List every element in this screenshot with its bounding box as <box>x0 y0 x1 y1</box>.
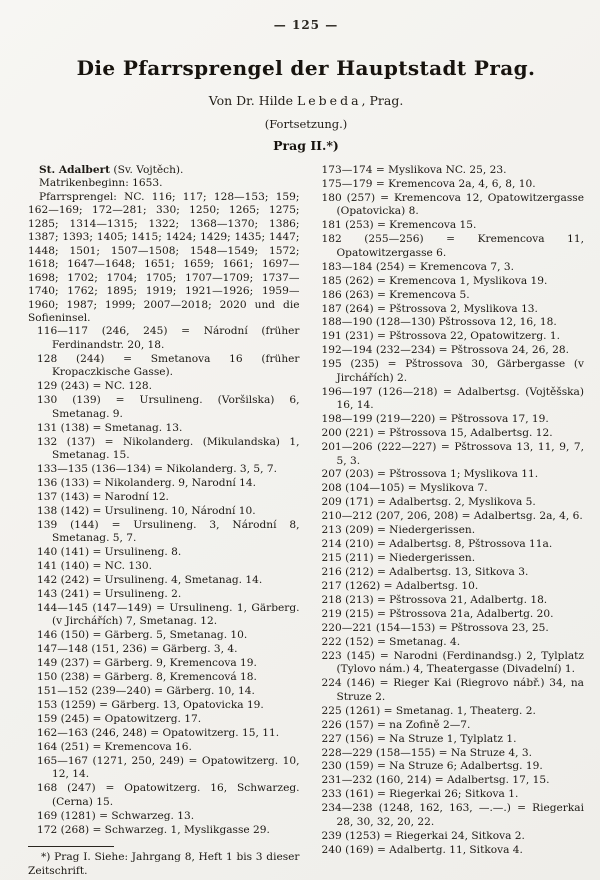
entry-line: 207 (203) = Pštrossova 1; Myslikova 11. <box>321 468 539 481</box>
entry-line: 172 (268) = Schwarzeg. 1, Myslikgasse 29. <box>37 823 270 836</box>
page-number: — 125 — <box>273 18 339 32</box>
entry-line: 224 (146) = Rieger Kai (Riegrovo nábř.) 34, na Struze 2. <box>321 677 584 703</box>
entry-line: 240 (169) = Adalbertg. 11, Sitkova 4. <box>321 843 523 856</box>
entry-line: 141 (140) = NC. 130. <box>37 560 153 573</box>
entry-line: 132 (137) = Nikolanderg. (Mikulandska) 1, Smetanag. 15. <box>37 435 300 462</box>
entry-line: 213 (209) = Niedergerissen. <box>321 524 476 537</box>
parish-heading <box>28 164 300 177</box>
entry-line: 226 (157) = na Zofině 2—7. <box>321 718 471 731</box>
entry-line: 218 (213) = Pštrossova 21, Adalbertg. 18. <box>321 594 548 607</box>
byline-suffix: , Prag. <box>361 93 404 108</box>
entry-line: 128 (244) = Smetanova 16 (früher Kropaczkische Gasse). <box>37 352 300 379</box>
entry-line: 192—194 (232—234) = Pštrossova 24, 26, 28. <box>321 344 569 357</box>
section-heading: Prag II.*) <box>273 138 339 153</box>
entry-line: 164 (251) = Kremencova 16. <box>37 741 192 754</box>
entry-line: 139 (144) = Ursulineng. 3, Národní 8, Smetanag. 5, 7. <box>37 518 300 545</box>
left-column <box>28 164 300 879</box>
entry-line: 223 (145) = Narodni (Ferdinandsg.) 2, Tylplatz (Tylovo nám.) 4, Theatergasse (Divadelní) 1. <box>321 649 584 676</box>
author-name: Lebeda <box>296 93 362 108</box>
entry-line: 217 (1262) = Adalbertsg. 10. <box>321 580 479 593</box>
entry-line: 149 (237) = Gärberg. 9, Kremencova 19. <box>37 657 257 670</box>
entry-line: 144—145 (147—149) = Ursulineng. 1, Gärberg. (v Jirchářích) 7, Smetanag. 12. <box>37 602 300 628</box>
entry-line: 159 (245) = Opatowitzerg. 17. <box>37 713 202 726</box>
footnote-divider <box>28 846 114 847</box>
entry-line: 208 (104—105) = Myslikova 7. <box>321 482 488 495</box>
article-title: Die Pfarrsprengel der Hauptstadt Prag. <box>76 56 536 80</box>
entry-line: 225 (1261) = Smetanag. 1, Theaterg. 2. <box>321 704 536 717</box>
matriken-line: Matrikenbeginn: 1653. <box>39 177 163 190</box>
entry-line: 215 (211) = Niedergerissen. <box>321 552 476 565</box>
entry-line: 186 (263) = Kremencova 5. <box>321 288 470 301</box>
entry-line: 227 (156) = Na Struze 1, Tylplatz 1. <box>321 732 517 745</box>
entry-line: 162—163 (246, 248) = Opatowitzerg. 15, 11. <box>37 727 280 740</box>
byline <box>28 93 584 108</box>
entry-line: 147—148 (151, 236) = Gärberg. 3, 4. <box>37 643 238 656</box>
entry-line: 182 (255—256) = Kremencova 11, Opatowitzergasse 6. <box>321 233 584 259</box>
entry-line: 181 (253) = Kremencova 15. <box>321 219 477 232</box>
entry-line: 165—167 (1271, 250, 249) = Opatowitzerg. 10, 12, 14. <box>37 754 300 781</box>
entry-line: 151—152 (239—240) = Gärberg. 10, 14. <box>37 685 255 698</box>
entry-line: 173—174 = Myslikova NC. 25, 23. <box>321 164 507 176</box>
continuation-note: (Fortsetzung.) <box>264 117 348 131</box>
street-entry-list-left <box>28 325 300 837</box>
byline-prefix: Von Dr. Hilde <box>208 93 297 108</box>
entry-line: 220—221 (154—153) = Pštrossova 23, 25. <box>321 621 549 634</box>
entry-line: 188—190 (128—130) Pštrossova 12, 16, 18. <box>321 316 557 329</box>
entry-line: 143 (241) = Ursulineng. 2. <box>37 588 182 601</box>
entry-line: 201—206 (222—227) = Pštrossova 13, 11, 9, 7, 5, 3. <box>321 441 584 467</box>
entry-line: 216 (212) = Adalbertsg. 13, Sitkova 3. <box>321 566 529 579</box>
entry-line: 233 (161) = Riegerkai 26; Sitkova 1. <box>321 788 519 801</box>
entry-line: 209 (171) = Adalbertsg. 2, Myslikova 5. <box>321 496 536 509</box>
entry-line: 191 (231) = Pštrossova 22, Opatowitzerg. 1. <box>321 330 560 343</box>
entry-line: 200 (221) = Pštrossova 15, Adalbertsg. 12. <box>321 427 553 440</box>
entry-line: 129 (243) = NC. 128. <box>37 380 153 393</box>
entry-line: 150 (238) = Gärberg. 8, Kremencová 18. <box>37 671 257 684</box>
entry-line: 168 (247) = Opatowitzerg. 16, Schwarzeg. (Cerna) 15. <box>37 782 300 808</box>
entry-line: 198—199 (219—220) = Pštrossova 17, 19. <box>321 413 549 426</box>
entry-line: 131 (138) = Smetanag. 13. <box>37 421 183 434</box>
entry-line: 180 (257) = Kremencova 12, Opatowitzergasse (Opatovicka) 8. <box>321 191 584 218</box>
entry-line: 136 (133) = Nikolanderg. 9, Narodní 14. <box>37 476 257 489</box>
entry-line: 187 (264) = Pštrossova 2, Myslikova 13. <box>321 302 538 315</box>
entry-line: 138 (142) = Ursulineng. 10, Národní 10. <box>37 504 256 517</box>
street-entry-list-right <box>313 164 585 857</box>
entry-line: 175—179 = Kremencova 2a, 4, 6, 8, 10. <box>321 177 536 190</box>
entry-line: 228—229 (158—155) = Na Struze 4, 3. <box>321 746 532 759</box>
entry-line: 195 (235) = Pštrossova 30, Gärbergasse (v Jirchářích) 2. <box>321 358 584 384</box>
entry-line: 239 (1253) = Riegerkai 24, Sitkova 2. <box>321 829 525 842</box>
entry-line: 142 (242) = Ursulineng. 4, Smetanag. 14. <box>37 574 263 587</box>
entry-line: 130 (139) = Ursulineng. (Voršilska) 6, Smetanag. 9. <box>37 394 300 420</box>
entry-line: 196—197 (126—218) = Adalbertsg. (Vojtěšska) 16, 14. <box>321 385 584 412</box>
entry-line: 169 (1281) = Schwarzeg. 13. <box>37 809 195 822</box>
entry-line: 222 (152) = Smetanag. 4. <box>321 635 461 648</box>
entry-line: 234—238 (1248, 162, 163, —.—.) = Riegerkai 28, 30, 32, 20, 22. <box>321 802 584 828</box>
entry-line: 219 (215) = Pštrossova 21a, Adalbertg. 20. <box>321 608 554 620</box>
entry-line: 137 (143) = Narodní 12. <box>37 490 169 503</box>
entry-line: 231—232 (160, 214) = Adalbertsg. 17, 15. <box>321 774 550 787</box>
entry-line: 116—117 (246, 245) = Národní (früher Ferdinandstr. 20, 18. <box>37 325 300 351</box>
entry-line: 214 (210) = Adalbertsg. 8, Pštrossova 11a. <box>321 538 553 551</box>
footnote: *) Prag I. Siehe: Jahrgang 8, Heft 1 bis 3 dieser Zeitschrift. <box>28 851 300 877</box>
entry-line: 185 (262) = Kremencova 1, Myslikova 19. <box>321 274 548 287</box>
right-column <box>313 164 585 879</box>
entry-line: 183—184 (254) = Kremencova 7, 3. <box>321 260 514 273</box>
entry-line: 230 (159) = Na Struze 6; Adalbertsg. 19. <box>321 760 543 773</box>
entry-line: 133—135 (136—134) = Nikolanderg. 3, 5, 7. <box>37 462 277 475</box>
entry-line: 153 (1259) = Gärberg. 13, Opatovicka 19. <box>37 699 264 712</box>
two-column-body <box>28 164 584 879</box>
parish-name-czech: (Sv. Vojtěch). <box>110 164 184 176</box>
entry-line: 146 (150) = Gärberg. 5, Smetanag. 10. <box>37 629 248 642</box>
parish-name: St. Adalbert <box>39 164 111 176</box>
entry-line: 140 (141) = Ursulineng. 8. <box>37 546 182 559</box>
entry-line: 210—212 (207, 206, 208) = Adalbertsg. 2a, 4, 6. <box>321 510 583 523</box>
pfarrsprengel-paragraph: Pfarrsprengel: NC. 116; 117; 128—153; 159; 162—169; 172—281; 330; 1250; 1265; 1275; 1285; 1314—1315; 1322; 1368—1370; 1386; 1387; 1393; 1405; 1415; 1424; 1429; 1435; 1447; 1448; 1501; 1507—1508; 1548—1549; 1572; 1618; 1647—1648; 1651; 1659; 1661; 1697—1698; 1702; 1704; 1705; 1707—1709; 1737—1740; 1762; 1895; 1919; 1921—1926; 1959—1960; 1987; 1999; 2007—2018; 2020 und die Sofieninsel. <box>28 190 300 324</box>
